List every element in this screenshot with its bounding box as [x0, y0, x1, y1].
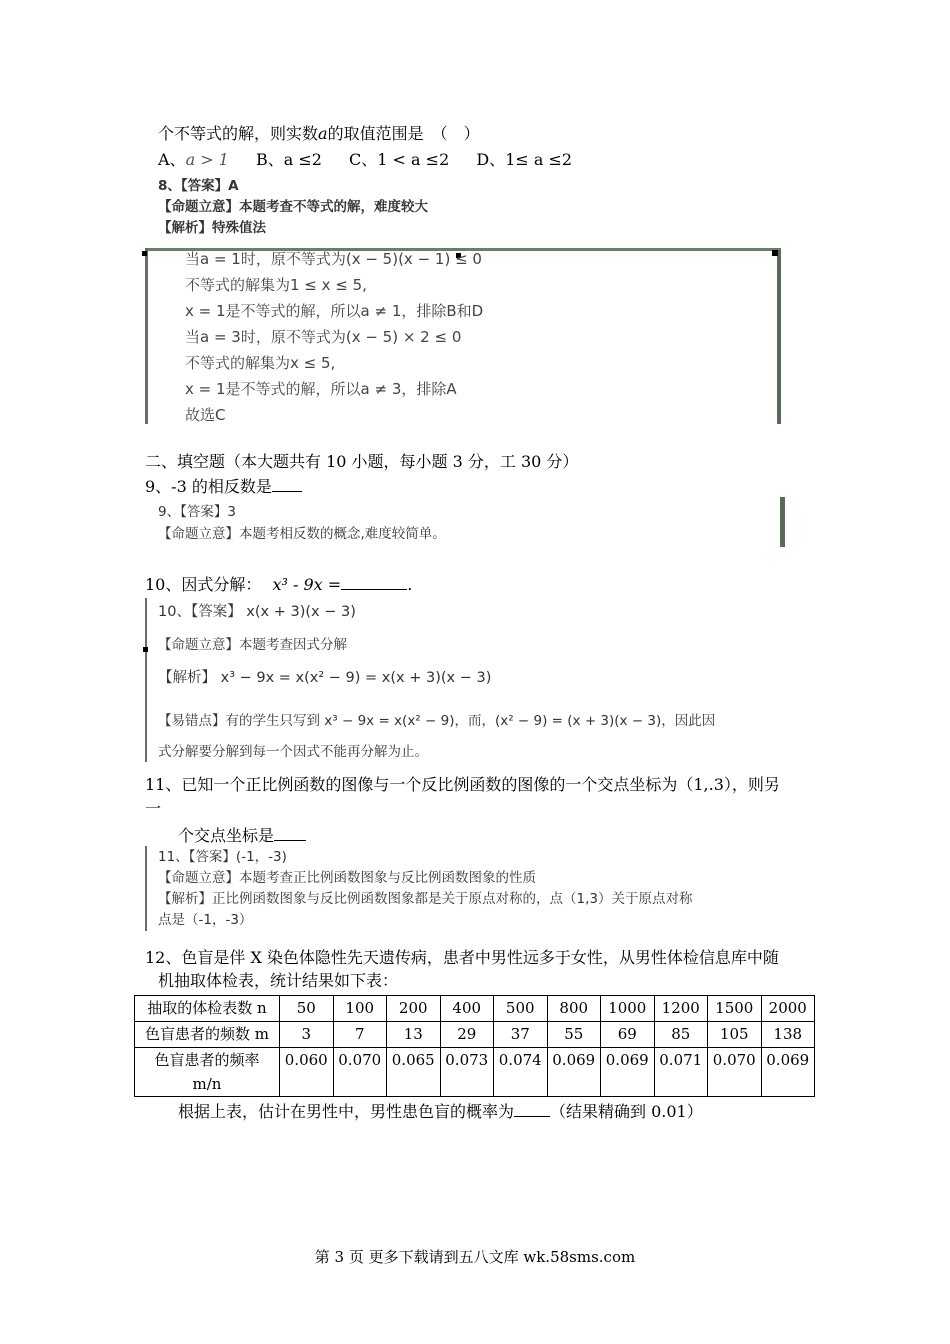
table-row	[135, 1048, 815, 1097]
page-footer: 第 3 页 更多下载请到五八文库 wk.58sms.com	[314, 1248, 636, 1266]
table-cell: 85	[654, 1022, 708, 1048]
q12-stem-cont: 机抽取体检表，统计结果如下表：	[158, 971, 399, 990]
q11-answer: 11、【答案】(-1，-3)	[158, 849, 287, 865]
q10-stem: 10、因式分解： x³ - 9x = .	[145, 575, 413, 594]
table-cell: 7	[333, 1022, 387, 1048]
q9-intent: 【命题立意】本题考相反数的概念,难度较简单。	[158, 526, 446, 542]
q10-analysis: 【解析】 x³ − 9x = x(x² − 9) = x(x + 3)(x − 3)	[158, 670, 492, 686]
solution-line: 当a = 1时，原不等式为(x − 5)(x − 1) ≤ 0	[185, 250, 482, 268]
table-cell: 200	[387, 996, 441, 1022]
table-cell: 50	[280, 996, 334, 1022]
q12-stem: 12、色盲是伴 X 染色体隐性先天遗传病，患者中男性远多于女性，从男性体检信息库中随	[145, 948, 779, 967]
table-row	[135, 1022, 815, 1048]
frequency-table	[134, 995, 815, 1097]
table-cell: 1000	[601, 996, 655, 1022]
table-cell: 800	[547, 996, 601, 1022]
table-cell: 0.070	[333, 1048, 387, 1097]
table-cell: 0.065	[387, 1048, 441, 1097]
table-cell: 55	[547, 1022, 601, 1048]
q9-stem: 9、-3 的相反数是	[145, 477, 302, 497]
table-header-cell: 色盲患者的频率 m/n	[135, 1048, 280, 1097]
solution-line: 当a = 3时，原不等式为(x − 5) × 2 ≤ 0	[185, 328, 462, 346]
q9-box-right-border	[780, 497, 785, 547]
table-cell: 0.074	[494, 1048, 548, 1097]
table-cell: 0.069	[761, 1048, 815, 1097]
q8-answer: 8、【答案】A	[158, 178, 239, 194]
q10-mistake-cont: 式分解要分解到每一个因式不能再分解为止。	[158, 744, 428, 760]
q10-box-left-border	[145, 598, 147, 762]
answer-blank	[341, 589, 407, 590]
q11-stem-blank-line: 个交点坐标是	[178, 826, 306, 846]
q8-analysis: 【解析】特殊值法	[158, 220, 266, 236]
q12-question: 根据上表，估计在男性中，男性患色盲的概率为 （结果精确到 0.01）	[178, 1102, 703, 1121]
table-cell: 400	[440, 996, 494, 1022]
solution-line: 不等式的解集为x ≤ 5,	[185, 354, 336, 372]
solution-box-left-border	[145, 248, 148, 424]
corner-marker	[143, 647, 148, 652]
table-cell: 0.071	[654, 1048, 708, 1097]
table-cell: 37	[494, 1022, 548, 1048]
table-cell: 0.069	[601, 1048, 655, 1097]
table-cell: 0.073	[440, 1048, 494, 1097]
corner-marker	[772, 250, 778, 256]
table-cell: 105	[708, 1022, 762, 1048]
solution-line: x = 1是不等式的解，所以a ≠ 1，排除B和D	[185, 302, 484, 320]
q8-solution	[185, 246, 483, 428]
table-cell: 2000	[761, 996, 815, 1022]
q11-stem: 11、已知一个正比例函数的图像与一个反比例函数的图像的一个交点坐标为（1,.3），则另	[145, 775, 780, 794]
q8-option-a: A、a > 1	[158, 150, 229, 169]
table-cell: 138	[761, 1022, 815, 1048]
q8-stem: 个不等式的解，则实数a的取值范围是 （ ）	[158, 124, 480, 143]
table-cell: 1500	[708, 996, 762, 1022]
q10-intent: 【命题立意】本题考查因式分解	[158, 637, 347, 653]
q8-option-c: C、1 < a ≤2	[349, 150, 450, 169]
answer-blank	[272, 491, 302, 492]
q11-analysis: 【解析】正比例函数图象与反比例函数图象都是关于原点对称的，点（1,3）关于原点对称	[158, 891, 693, 907]
table-header-cell: 抽取的体检表数 n	[135, 996, 280, 1022]
q8-intent: 【命题立意】本题考查不等式的解，难度较大	[158, 199, 428, 215]
q11-box-left-border	[145, 846, 147, 931]
q8-options	[158, 150, 572, 170]
table-cell: 1200	[654, 996, 708, 1022]
q8-option-d: D、1≤ a ≤2	[476, 150, 573, 169]
table-header-cell: 色盲患者的频数 m	[135, 1022, 280, 1048]
table-row	[135, 996, 815, 1022]
table-cell: 100	[333, 996, 387, 1022]
table-cell: 13	[387, 1022, 441, 1048]
table-cell: 0.070	[708, 1048, 762, 1097]
table-cell: 500	[494, 996, 548, 1022]
q11-stem-cont: 一	[145, 799, 162, 818]
table-cell: 69	[601, 1022, 655, 1048]
table-cell: 29	[440, 1022, 494, 1048]
solution-box-right-border	[777, 250, 781, 424]
table-cell: 3	[280, 1022, 334, 1048]
section-title: 二、填空题（本大题共有 10 小题，每小题 3 分，工 30 分）	[145, 452, 579, 471]
answer-blank	[274, 840, 306, 841]
table-cell: 0.069	[547, 1048, 601, 1097]
solution-line: x = 1是不等式的解，所以a ≠ 3，排除A	[185, 380, 457, 398]
solution-line: 不等式的解集为1 ≤ x ≤ 5,	[185, 276, 367, 294]
q11-analysis-cont: 点是（-1，-3）	[158, 912, 253, 928]
q10-mistake: 【易错点】有的学生只写到 x³ − 9x = x(x² − 9)，而，(x² − 9) = (x + 3)(x − 3)，因此因	[158, 713, 716, 729]
q10-answer: 10、【答案】 x(x + 3)(x − 3)	[158, 604, 356, 620]
q11-intent: 【命题立意】本题考查正比例函数图象与反比例函数图象的性质	[158, 870, 536, 886]
answer-blank	[514, 1116, 550, 1117]
corner-marker	[142, 251, 147, 256]
q8-option-b: B、a ≤2	[255, 150, 322, 169]
solution-line: 故选C	[185, 406, 226, 424]
table-cell: 0.060	[280, 1048, 334, 1097]
q9-answer: 9、【答案】3	[158, 504, 236, 520]
